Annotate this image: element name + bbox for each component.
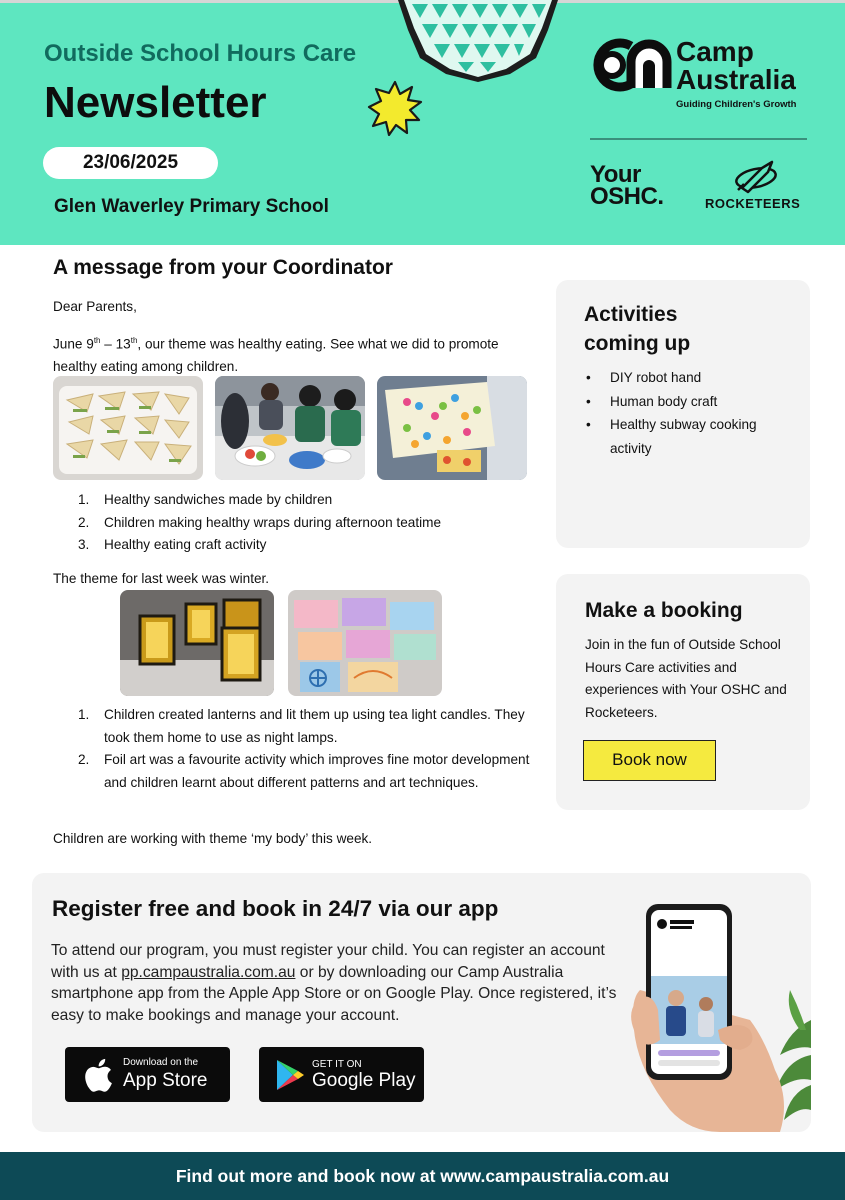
list-item-text: DIY robot hand [610,370,702,385]
photo-foil-art [288,590,442,696]
brand-name [676,38,796,94]
activities-title [584,300,690,358]
register-text-part1: To attend our program, you must register your child. You can register an account with us at [51,942,605,981]
booking-text: Join in the fun of Outside School Hours Care activities and experiences with Your OSHC and Rocketeers. [585,637,787,720]
brand-tagline: Guiding Children's Growth [676,99,797,110]
photo-lanterns [120,590,274,696]
list-item-text: Children making healthy wraps during afternoon teatime [104,514,442,530]
bullet-icon: • [586,370,591,385]
intro-text-1: June 9 [53,336,94,352]
register-text-part2: or by downloading our Camp Australia smartphone app from the Apple App Store or on Google Play. Once registered, it’s easy to make bookings and manage your account. [51,963,617,1024]
app-store-button[interactable] [65,1047,230,1102]
photo-healthy-eating-craft [377,376,527,480]
apple-icon [83,1057,113,1093]
list-item-text: Healthy subway cooking activity [610,417,757,456]
list-item-text: Human body craft [610,393,718,409]
book-now-button[interactable]: Book now [583,740,716,781]
your-oshc-line2: OSHC. [590,183,664,210]
list-number: 2. [78,752,90,767]
winter-activities-list [78,704,548,794]
school-name: Glen Waverley Primary School [54,196,329,217]
list-item-text: Healthy sandwiches made by children [104,492,333,507]
closing-note: Children are working with theme ‘my body’ this week. [53,831,373,846]
intro-text-2: – 13 [100,336,131,352]
app-store-small-text: Download on the [123,1057,199,1068]
newsletter-header [0,0,845,245]
list-item-text: Healthy eating craft activity [104,537,267,552]
list-item [584,390,796,414]
bullet-icon: • [586,393,591,409]
register-title: Register free and book in 24/7 via our app [52,896,499,921]
booking-title: Make a booking [585,599,743,622]
google-play-icon [275,1059,305,1091]
rocketeers-logo-text: ROCKETEERS [705,196,801,211]
healthy-theme-intro [53,330,523,378]
your-oshc-line1: Your [590,161,641,188]
intro-text-3: , our theme was healthy eating. See what we did to promote healthy eating among children. [53,336,499,374]
bullet-icon: • [586,417,591,432]
camp-australia-logo-mark [585,36,677,94]
brand-name-line1: Camp [676,36,754,67]
footer-banner: Find out more and book now at www.campaustralia.com.au [0,1152,845,1200]
healthy-activities-list [78,489,441,557]
header-divider [590,138,807,140]
phone-in-hand-illustration [600,880,811,1132]
google-play-small-text: GET IT ON [312,1059,362,1070]
page-title: Newsletter [44,78,267,127]
list-item [78,512,441,535]
your-oshc-logo [590,161,664,210]
activities-title-line1: Activities [584,303,678,326]
list-item [78,534,441,557]
list-item [78,749,548,794]
coordinator-heading: A message from your Coordinator [53,256,393,279]
brand-name-line2: Australia [676,64,796,95]
list-item-text: Foil art was a favourite activity which improves fine motor development and children learnt about different patterns and art techniques. [104,752,530,790]
triangle-pattern-decoration [398,0,558,82]
activities-title-line2: coming up [584,332,691,355]
intro-sup-1: th [93,336,101,345]
google-play-big-text: Google Play [312,1070,416,1091]
list-number: 3. [78,537,90,552]
list-item [78,489,441,512]
photo-children-making-wraps [215,376,365,480]
list-number: 2. [78,514,90,530]
app-store-big-text: App Store [123,1070,208,1091]
list-number: 1. [78,707,90,722]
rocket-icon [728,158,784,194]
activities-list [584,366,796,460]
list-item [78,704,548,749]
greeting: Dear Parents, [53,299,137,314]
list-number: 1. [78,492,90,507]
list-item [584,413,796,460]
intro-sup-2: th [130,336,138,345]
register-text [51,940,626,1026]
sun-burst-icon [367,80,423,136]
register-portal-link[interactable]: pp.campaustralia.com.au [121,963,296,981]
list-item-text: Children created lanterns and lit them up using tea light candles. They took them home to use as night lamps. [104,707,525,745]
photo-healthy-sandwiches [53,376,203,480]
newsletter-date: 23/06/2025 [43,147,218,179]
header-subtitle: Outside School Hours Care [44,40,357,67]
list-item [584,366,796,390]
google-play-button[interactable] [259,1047,424,1102]
winter-theme-intro: The theme for last week was winter. [53,571,270,586]
